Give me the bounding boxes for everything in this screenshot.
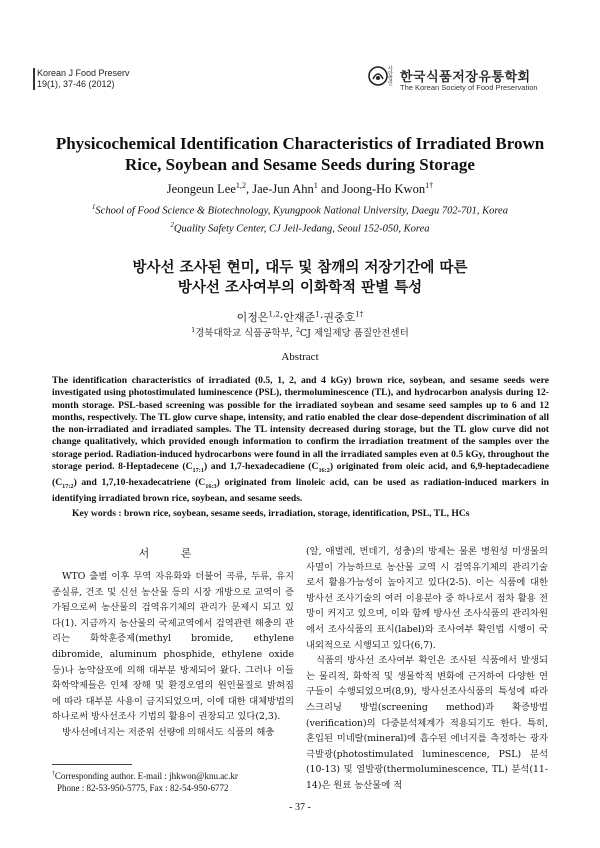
abstract-text: The identification characteristics of irradiated (0.5, 1, 2, and 4 kGy) brown rice, soybean, and sesame seeds were investigated using photostimulated luminescence (PSL), thermoluminescence (TL), and hydrocarbon analysis during 12-month storage. PSL-based screening was possible for the irradiated soybean and sesame seed samples up to 6 and 12 months, respectively. The TL glow curve shape, intensity, and ratio enabled the clear dose-dependent discrimination of all the non-irradiated and irradiated samples. The TL intensity decreased during storage, but the TL glow curve did not change qualitatively, which provided enough information to confirm the irradiation treatment of the samples over the storage period. Radiation-induced hydrocarbons were found in all the irradiated samples even at 0.5 kGy, throughout the storage period. 8-Heptadecene (C	[52, 375, 549, 473]
keywords-text: : brown rice, soybean, sesame seeds, irradiation, storage, identification, PSL, TL, HCs	[115, 508, 470, 519]
society-name-english: The Korean Society of Food Preservation	[400, 83, 538, 92]
journal-citation	[37, 68, 130, 90]
abstract-heading: Abstract	[281, 351, 319, 363]
footnote-phone: Phone : 82-53-950-5775, Fax : 82-54-950-6772	[57, 783, 229, 793]
author-name: 안재준	[283, 311, 316, 324]
author-separator: ·	[279, 311, 284, 324]
body-paragraph: (알, 애벌레, 번데기, 성충)의 방제는 물론 병원성 미생물의 사멸이 가능하므로 농산물 교역 시 검역유기체의 관리기술로서 활용가능성이 높아지고 있다(2-5). 이는 식품에 대한 방사선 조사기술의 여러 이용분야 중 하나로서 점차 활용 전망이 커지고 있으며, 이와 함께 방사선 조사식품의 관리차원에서 조사식품의 표시(label)와 조사여부 확인법 시행이 국내외적으로 시행되고 있다(6,7).	[306, 546, 548, 651]
affil-mark: 2	[170, 221, 174, 229]
author-name: 권중호	[323, 311, 356, 324]
affil-mark: 1	[191, 326, 196, 334]
abstract-body	[52, 375, 549, 506]
abstract-text: ) originated from linoleic acid, can be used as radiation-induced markers in identifying irradiated brown rice, soybean, and sesame seeds.	[52, 477, 549, 505]
author-list	[40, 181, 560, 197]
paper-title-line1: Physicochemical Identification Characteristics of Irradiated Brown	[55, 134, 545, 153]
affil-mark: 2	[295, 326, 300, 334]
author-separator: ,	[246, 182, 253, 197]
dagger-mark: †	[52, 771, 55, 777]
korean-title-line2: 방사선 조사여부의 이화학적 판별 특성	[177, 280, 423, 296]
affiliation-list	[40, 201, 560, 236]
affil-text: 경북대학교 식품공학부,	[195, 328, 296, 339]
author-affil-mark: 1,2	[268, 309, 280, 319]
affil-mark: 1	[92, 204, 96, 211]
affil-text: CJ 제일제당 품질안전센터	[299, 328, 409, 339]
author-affil-mark: 1	[313, 181, 318, 190]
abstract-text: ) and 1,7,10-hexadecatriene (C	[73, 477, 206, 489]
paper-title	[40, 133, 560, 175]
affil-text: School of Food Science & Biotechnology, Kyungpook National University, Daegu 702-701, Korea	[95, 205, 508, 217]
chem-subscript: 16:3	[205, 483, 217, 491]
affiliation-1	[40, 201, 560, 219]
journal-bar	[33, 68, 35, 90]
author-name: Jae-Jun Ahn	[252, 182, 314, 197]
society-logo-icon	[368, 66, 388, 86]
chem-subscript: 17:1	[192, 466, 204, 474]
author-affil-mark: 1†	[355, 309, 364, 319]
author-separator: ·	[319, 311, 324, 324]
body-right-column	[306, 544, 548, 794]
footnote-email: Corresponding author. E-mail : jhkwon@knu.ac.kr	[54, 771, 238, 781]
author-name: Joong-Ho Kwon	[342, 182, 426, 197]
author-name: 이정은	[236, 311, 269, 324]
abstract-text: ) and 1,7-hexadecadiene (C	[203, 461, 319, 473]
korean-title-line1: 방사선 조사된 현미, 대두 및 참깨의 저장기간에 따른	[132, 260, 468, 276]
page-number: - 37 -	[289, 802, 311, 813]
chem-subscript: 16:2	[318, 466, 330, 474]
author-affil-mark: 1†	[425, 181, 434, 190]
keywords-label: Key words	[72, 508, 116, 519]
affil-text: Quality Safety Center, CJ Jeil-Jedang, Seoul 152-050, Korea	[173, 223, 430, 234]
body-left-column	[52, 569, 294, 741]
society-name-korean: 한국식품저장유통학회	[400, 70, 531, 85]
keywords	[72, 508, 552, 519]
footnote-rule	[52, 764, 132, 765]
body-paragraph: 방사선에너지는 저준위 선량에 의해서도 식품의 해충	[62, 726, 275, 738]
corresponding-author-footnote	[52, 768, 292, 794]
journal-volume: 19(1), 37-46 (2012)	[37, 79, 115, 89]
society-type: 사단법인	[388, 66, 393, 87]
chem-subscript: 17:2	[62, 483, 74, 491]
body-paragraph: WTO 출범 이후 무역 자유화와 더불어 곡류, 두류, 유지 종실류, 건조 및 신선 농산물 등의 시장 개방으로 교역이 증가됨으로써 농산물의 검역유기체의 관리가 문제시 되고 있다(1). 지금까지 농산물의 국제교역에서 검역관련 해충의 관리는 화학훈증제(methyl bromide, ethylene dibromide, aluminum phosphide, ethylene oxide 등)나 농약살포에 의해 대부분 방제되어 왔다. 그러나 이들 화학약제들은 인체 장해 및 환경오염의 원인물질로 밝혀짐에 따라 대부분 사용이 금지되었으며, 이에 대한 대체방법의 하나로써 방사선조사 기법의 활용이 권장되고 있다(2,3).	[52, 571, 294, 723]
body-paragraph: 식품의 방사선 조사여부 확인은 조사된 식품에서 발생되는 물리적, 화학적 및 생물학적 변화에 근거하여 다양한 연구들이 수행되었으며(8,9), 방사선조사식품의 특성에 따라 스크리닝 방법(screening method)과 확증방법(verification)의 다중분석체계가 적용되기도 한다. 특히, 혼입된 미네랄(mineral)에 흡수된 에너지를 측정하는 광자극발광(photostimulated luminescence, PSL) 분석(10-13) 및 열발광(thermoluminescence, TL) 분석(11-14)은 원료 농산물에 적	[306, 655, 548, 791]
korean-title	[40, 258, 560, 298]
korean-author-list	[40, 309, 560, 325]
author-affil-mark: 1,2	[235, 181, 247, 190]
abstract-text: ) originated from oleic acid, and 6,9-heptadecadiene (C	[52, 461, 549, 489]
journal-name: Korean J Food Preserv	[37, 68, 130, 78]
footnote-line2	[52, 782, 292, 794]
author-affil-mark: 1	[315, 309, 320, 319]
author-name: Jeongeun Lee	[166, 182, 236, 197]
paper-title-line2: Rice, Soybean and Sesame Seeds during Storage	[125, 155, 475, 174]
affiliation-2	[40, 219, 560, 237]
introduction-heading: 서 론	[138, 547, 206, 560]
footnote-line1	[52, 768, 292, 782]
korean-affiliations	[40, 325, 560, 339]
author-separator: and	[317, 182, 343, 197]
